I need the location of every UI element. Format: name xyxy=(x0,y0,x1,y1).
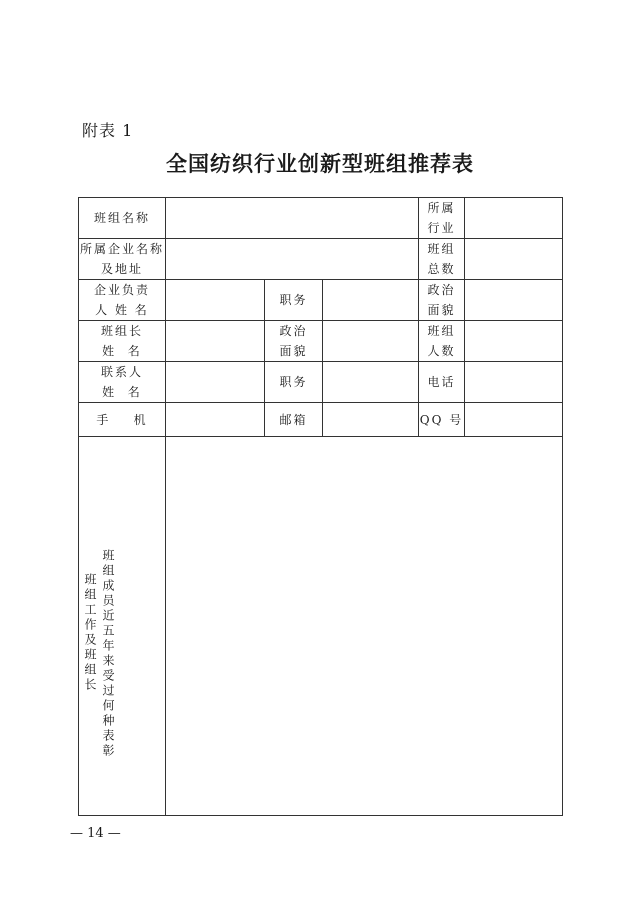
qq-field[interactable] xyxy=(465,403,563,437)
contact-position-field[interactable] xyxy=(323,362,419,403)
team-leader-label: 班组长 姓 名 xyxy=(79,321,166,362)
leader-politics-field[interactable] xyxy=(465,280,563,321)
team-leader-field[interactable] xyxy=(166,321,265,362)
industry-label: 所属 行业 xyxy=(419,198,465,239)
contact-field[interactable] xyxy=(166,362,265,403)
mobile-label: 手 机 xyxy=(79,403,166,437)
contact-position-label: 职务 xyxy=(265,362,323,403)
leader-name-field[interactable] xyxy=(166,280,265,321)
work-label-col1: 班组工作及班组长 xyxy=(83,573,97,693)
mobile-field[interactable] xyxy=(166,403,265,437)
team-count-label: 班组 人数 xyxy=(419,321,465,362)
team-total-label: 班组 总数 xyxy=(419,239,465,280)
phone-label: 电话 xyxy=(419,362,465,403)
team-name-field[interactable] xyxy=(166,198,419,239)
company-field[interactable] xyxy=(166,239,419,280)
leader-position-field[interactable] xyxy=(323,280,419,321)
team-leader-politics-label: 政治 面貌 xyxy=(265,321,323,362)
leader-position-label: 职务 xyxy=(265,280,323,321)
email-field[interactable] xyxy=(323,403,419,437)
phone-field[interactable] xyxy=(465,362,563,403)
work-section-label xyxy=(79,437,166,816)
form-title: 全国纺织行业创新型班组推荐表 xyxy=(166,151,474,176)
contact-label: 联系人 姓 名 xyxy=(79,362,166,403)
industry-field[interactable] xyxy=(465,198,563,239)
team-total-field[interactable] xyxy=(465,239,563,280)
work-label-col2: 班组成员近五年来受过何种表彰 xyxy=(101,549,115,759)
leader-politics-label: 政治 面貌 xyxy=(419,280,465,321)
company-label: 所属企业名称 及地址 xyxy=(79,239,166,280)
appendix-label: 附表 1 xyxy=(82,121,134,140)
qq-label: QQ 号 xyxy=(419,403,465,437)
team-count-field[interactable] xyxy=(465,321,563,362)
email-label: 邮箱 xyxy=(265,403,323,437)
team-leader-politics-field[interactable] xyxy=(323,321,419,362)
leader-name-label: 企业负责 人 姓 名 xyxy=(79,280,166,321)
work-section-field[interactable] xyxy=(166,437,563,816)
recommendation-form-table xyxy=(78,197,563,816)
page-number: — 14 — xyxy=(70,826,121,841)
team-name-label: 班组名称 xyxy=(79,198,166,239)
